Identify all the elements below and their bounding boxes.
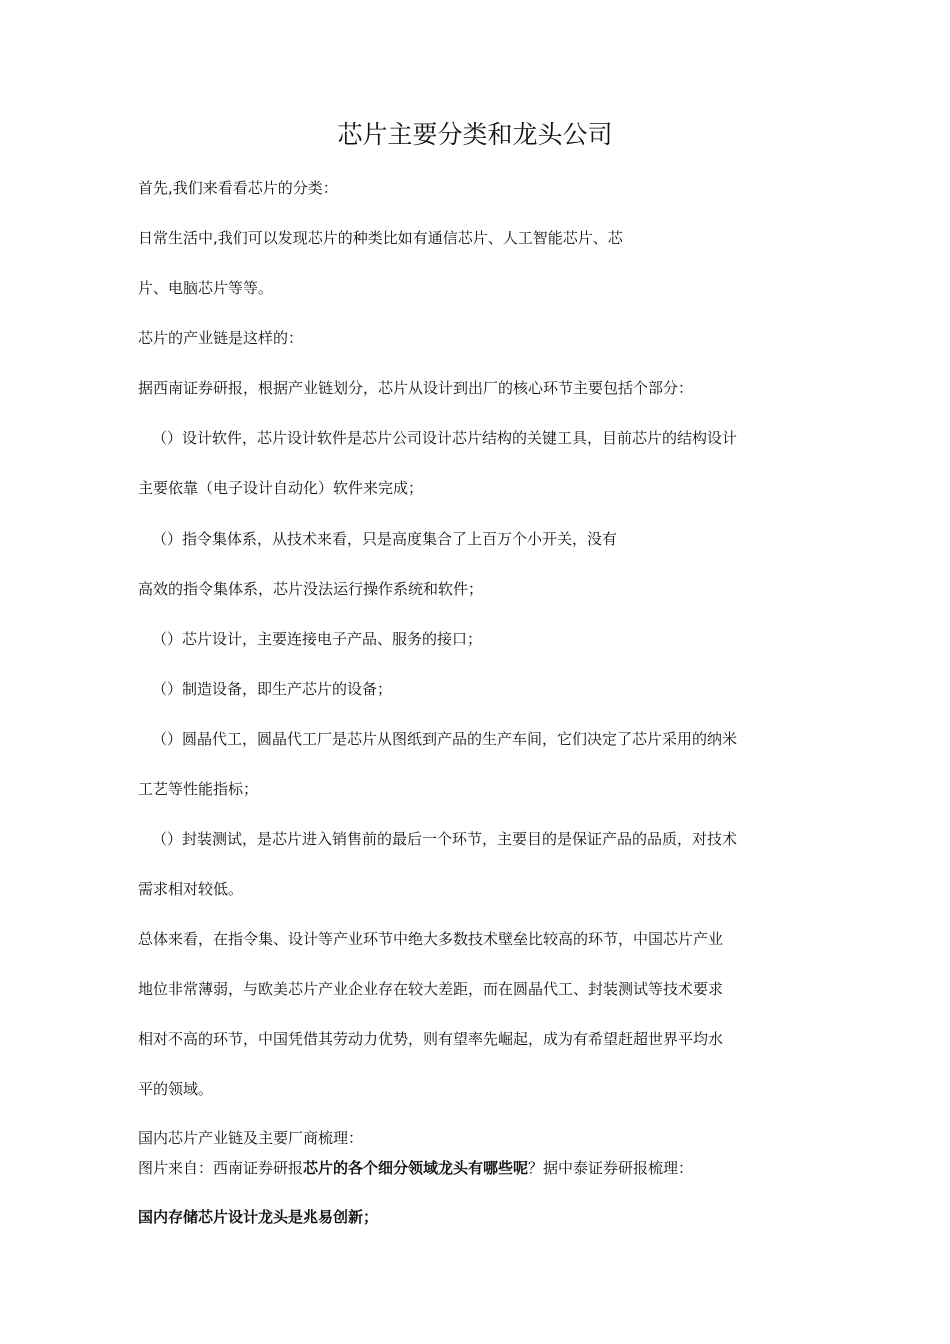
- paragraph-line: 芯片的产业链是这样的：: [138, 329, 304, 347]
- paragraph-line: 主要依靠（电子设计自动化）软件来完成；: [138, 479, 424, 497]
- source-suffix: ？据中泰证券研报梳理：: [528, 1159, 694, 1177]
- list-item-line: （）制造设备，即生产芯片的设备；: [152, 680, 393, 698]
- list-item-line: （）指令集体系，从技术来看，只是高度集合了上百万个小开关，没有: [152, 530, 618, 548]
- paragraph-line: 平的领域。: [138, 1080, 214, 1098]
- paragraph-line: 相对不高的环节，中国凭借其劳动力优势，则有望率先崛起，成为有希望赶超世界平均水: [138, 1030, 724, 1048]
- paragraph-line: 片、电脑芯片等等。: [138, 279, 274, 297]
- document-title: 芯片主要分类和龙头公司: [337, 120, 613, 149]
- list-item-line: （）芯片设计，主要连接电子产品、服务的接口；: [152, 630, 483, 648]
- source-line: [138, 1158, 693, 1178]
- paragraph-line: 据西南证券研报，根据产业链划分，芯片从设计到出厂的核心环节主要包括个部分：: [138, 379, 694, 397]
- paragraph-line: 首先,我们来看看芯片的分类：: [138, 179, 338, 197]
- paragraph-line: 需求相对较低。: [138, 880, 244, 898]
- list-item-line: （）封装测试，是芯片进入销售前的最后一个环节，主要目的是保证产品的品质，对技术: [152, 830, 738, 848]
- bold-heading-line: 国内存储芯片设计龙头是兆易创新；: [138, 1208, 379, 1226]
- list-item-line: （）圆晶代工，圆晶代工厂是芯片从图纸到产品的生产车间，它们决定了芯片采用的纳米: [152, 730, 738, 748]
- paragraph-line: 工艺等性能指标；: [138, 780, 259, 798]
- paragraph-line: 总体来看，在指令集、设计等产业环节中绝大多数技术壁垒比较高的环节，中国芯片产业: [138, 930, 724, 948]
- paragraph-line: 国内芯片产业链及主要厂商梳理：: [138, 1129, 364, 1147]
- source-prefix: 图片来自：西南证券研报: [138, 1159, 304, 1177]
- paragraph-line: 高效的指令集体系，芯片没法运行操作系统和软件；: [138, 580, 484, 598]
- list-item-line: （）设计软件，芯片设计软件是芯片公司设计芯片结构的关键工具，目前芯片的结构设计: [152, 429, 738, 447]
- paragraph-line: 日常生活中,我们可以发现芯片的种类比如有通信芯片、人工智能芯片、芯: [138, 229, 623, 247]
- source-bold-question: 芯片的各个细分领域龙头有哪些呢: [303, 1159, 529, 1177]
- paragraph-line: 地位非常薄弱，与欧美芯片产业企业存在较大差距，而在圆晶代工、封装测试等技术要求: [138, 980, 724, 998]
